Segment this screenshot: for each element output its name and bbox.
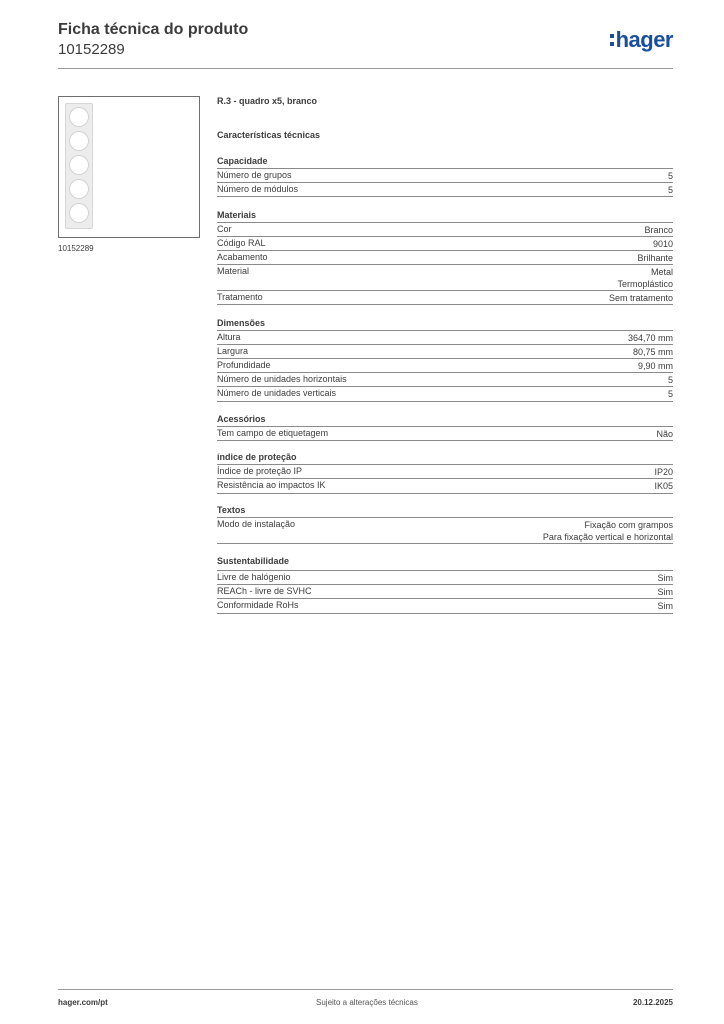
spec-label: Resistência ao impactos IK [217, 480, 326, 490]
section-title: Materiais [217, 210, 257, 220]
product-image [58, 96, 200, 238]
spec-label: Tem campo de etiquetagem [217, 428, 329, 438]
spec-row [217, 518, 673, 544]
header-divider [58, 68, 673, 69]
spec-label: Número de módulos [217, 184, 299, 194]
frame-opening [69, 203, 89, 223]
spec-value: 5 [667, 171, 673, 181]
spec-row [217, 427, 673, 441]
spec-row [217, 265, 673, 291]
spec-label: Altura [217, 332, 241, 342]
footer-website-link[interactable]: hager.com/pt [58, 998, 108, 1007]
spec-label: Número de grupos [217, 170, 292, 180]
section-title: Textos [217, 505, 246, 515]
footer-date: 20.12.2025 [632, 998, 673, 1007]
product-name: R.3 - quadro x5, branco [217, 96, 318, 106]
logo-text: hager [615, 27, 673, 52]
frame-opening [69, 131, 89, 151]
spec-label: Livre de halógenio [217, 572, 291, 582]
spec-value: Brilhante [637, 253, 673, 263]
logo-dots-icon [610, 32, 614, 48]
spec-label: Largura [217, 346, 249, 356]
spec-row [217, 291, 673, 305]
spec-value: 364,70 mm [627, 333, 673, 343]
brand-logo [610, 27, 673, 53]
spec-value: Para fixação vertical e horizontal [542, 532, 673, 542]
page-title: Ficha técnica do produto [58, 21, 249, 38]
frame-opening [69, 155, 89, 175]
spec-row [217, 183, 673, 197]
spec-label: Número de unidades horizontais [217, 374, 347, 384]
frame-opening [69, 179, 89, 199]
spec-label: Código RAL [217, 238, 266, 248]
spec-value-group [543, 519, 673, 543]
spec-row [217, 465, 673, 479]
spec-value: 9,90 mm [637, 361, 673, 371]
section-title: Acessórios [217, 414, 266, 424]
section-title: Dimensões [217, 318, 266, 328]
spec-value-group [617, 266, 673, 290]
frame-opening [69, 107, 89, 127]
spec-label: Material [217, 266, 250, 276]
spec-value: Sem tratamento [608, 293, 673, 303]
spec-value: Fixação com grampos [584, 520, 673, 530]
spec-row [217, 331, 673, 345]
spec-label: Acabamento [217, 252, 268, 262]
spec-value: Branco [644, 225, 673, 235]
spec-value: Não [656, 429, 673, 439]
spec-row [217, 585, 673, 599]
spec-label: REACh - livre de SVHC [217, 586, 312, 596]
spec-value: IK05 [654, 481, 673, 491]
spec-value: Sim [657, 573, 673, 583]
spec-row [217, 479, 673, 494]
spec-value: Sim [657, 587, 673, 597]
image-caption: 10152289 [58, 244, 94, 253]
spec-value: IP20 [654, 467, 673, 477]
spec-row [217, 373, 673, 387]
spec-row [217, 345, 673, 359]
spec-label: Cor [217, 224, 232, 234]
spec-row [217, 599, 673, 614]
spec-label: Tratamento [217, 292, 263, 302]
spec-row [217, 237, 673, 251]
spec-value: 5 [667, 389, 673, 399]
tech-heading: Características técnicas [217, 130, 321, 140]
spec-row [217, 169, 673, 183]
frame-illustration [65, 103, 93, 229]
spec-value: 5 [667, 375, 673, 385]
spec-row [217, 571, 673, 585]
product-number: 10152289 [58, 41, 125, 58]
footer-note: Sujeito a alterações técnicas [316, 998, 418, 1007]
spec-value: Metal [650, 267, 673, 277]
spec-row [217, 387, 673, 402]
section-title: Sustentabilidade [217, 556, 290, 566]
spec-row [217, 223, 673, 237]
spec-label: Número de unidades verticais [217, 388, 337, 398]
spec-label: Profundidade [217, 360, 271, 370]
spec-label: Modo de instalação [217, 519, 296, 529]
section-title: índice de proteção [217, 452, 297, 462]
spec-value: 80,75 mm [632, 347, 673, 357]
spec-label: Índice de proteção IP [217, 466, 303, 476]
spec-value: 9010 [652, 239, 673, 249]
spec-label: Conformidade RoHs [217, 600, 299, 610]
spec-row [217, 251, 673, 265]
spec-value: 5 [667, 185, 673, 195]
spec-row [217, 359, 673, 373]
spec-value: Sim [657, 601, 673, 611]
footer-divider [58, 989, 673, 990]
page-header [58, 21, 673, 69]
section-title: Capacidade [217, 156, 268, 166]
spec-value: Termoplástico [617, 279, 673, 289]
